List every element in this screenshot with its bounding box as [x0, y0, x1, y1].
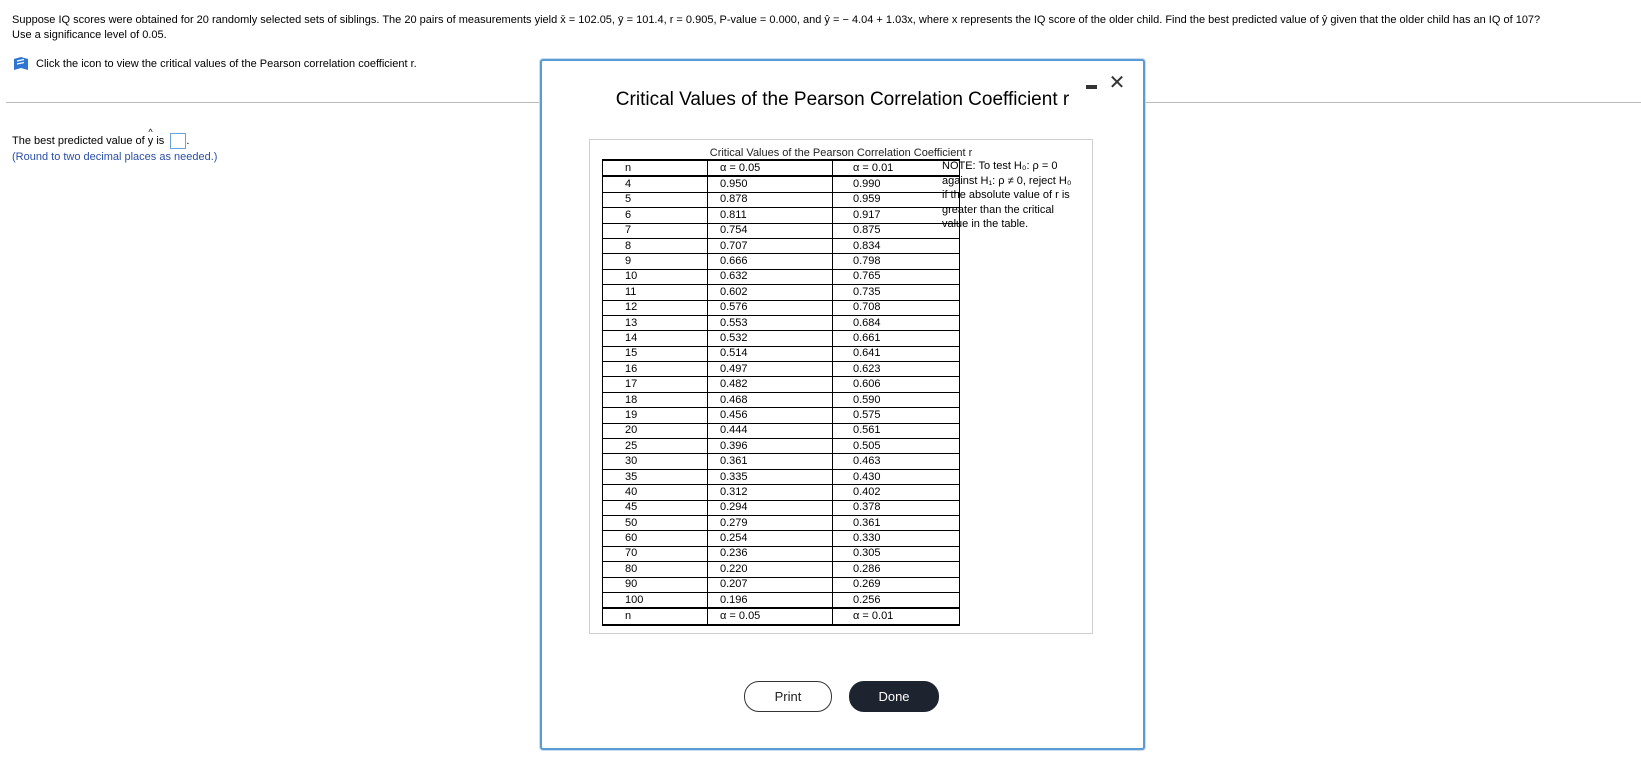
table-cell-alpha-05: 0.254	[708, 531, 833, 546]
table-cell-alpha-05: 0.196	[708, 592, 833, 608]
table-cell-alpha-05: 0.444	[708, 423, 833, 438]
table-cell-alpha-01: 0.834	[833, 238, 960, 253]
note-line: if the absolute value of r is	[942, 189, 1070, 201]
dialog-title: Critical Values of the Pearson Correlation Coefficient r	[615, 89, 1070, 110]
table-row	[603, 531, 960, 546]
table-row	[603, 454, 960, 469]
table-cell-alpha-01: 0.917	[833, 208, 960, 223]
table-cell-alpha-01: 0.286	[833, 562, 960, 577]
critical-values-dialog	[540, 59, 1145, 750]
table-cell-n: 15	[603, 346, 708, 361]
table-row	[603, 515, 960, 530]
answer-section: The best predicted value of ^ y is . (Round to two decimal places as needed.)	[12, 133, 217, 165]
table-cell-alpha-01: 0.430	[833, 469, 960, 484]
table-cell-alpha-05: 0.553	[708, 315, 833, 330]
table-cell-n: 19	[603, 408, 708, 423]
table-caption: Critical Values of the Pearson Correlation Coefficient r	[709, 147, 973, 159]
table-cell-alpha-01: 0.661	[833, 331, 960, 346]
table-row	[603, 377, 960, 392]
book-icon[interactable]	[12, 56, 30, 72]
critical-values-table-image	[589, 139, 1093, 634]
table-cell-alpha-01: 0.623	[833, 362, 960, 377]
table-row	[603, 300, 960, 315]
table-row	[603, 546, 960, 561]
question-text	[12, 13, 1637, 43]
table-cell-alpha-01: 0.463	[833, 454, 960, 469]
table-row	[603, 254, 960, 269]
table-row	[603, 392, 960, 407]
table-row	[603, 238, 960, 253]
table-cell-n: 10	[603, 269, 708, 284]
table-cell-alpha-01: 0.561	[833, 423, 960, 438]
table-cell-n: 50	[603, 515, 708, 530]
table-cell-alpha-01: 0.765	[833, 269, 960, 284]
table-cell-alpha-05: 0.602	[708, 285, 833, 300]
table-cell-alpha-05: 0.279	[708, 515, 833, 530]
table-row	[603, 315, 960, 330]
rounding-hint: (Round to two decimal places as needed.)	[12, 151, 218, 164]
table-cell-alpha-01: 0.505	[833, 439, 960, 454]
table-cell-alpha-01: 0.378	[833, 500, 960, 515]
table-cell-n: 14	[603, 331, 708, 346]
table-cell-alpha-01: 0.959	[833, 192, 960, 207]
done-button[interactable]: Done	[849, 681, 939, 712]
table-cell-alpha-01: α = 0.01	[833, 160, 960, 176]
table-cell-n: 25	[603, 439, 708, 454]
table-cell-n: 11	[603, 285, 708, 300]
table-cell-alpha-01: 0.875	[833, 223, 960, 238]
table-row	[603, 485, 960, 500]
table-cell-n: 4	[603, 176, 708, 192]
table-cell-alpha-05: 0.361	[708, 454, 833, 469]
table-row	[603, 285, 960, 300]
table-row	[603, 223, 960, 238]
table-cell-alpha-01: 0.256	[833, 592, 960, 608]
table-cell-alpha-01: 0.735	[833, 285, 960, 300]
table-cell-alpha-05: 0.294	[708, 500, 833, 515]
table-row	[603, 469, 960, 484]
table-cell-alpha-05: 0.950	[708, 176, 833, 192]
answer-input[interactable]	[170, 133, 186, 149]
table-cell-alpha-01: 0.684	[833, 315, 960, 330]
table-cell-alpha-01: 0.641	[833, 346, 960, 361]
table-cell-alpha-05: 0.707	[708, 238, 833, 253]
note-line: greater than the critical	[942, 203, 1054, 216]
table-cell-n: 45	[603, 500, 708, 515]
note-line: against H₁: ρ ≠ 0, reject H₀	[942, 174, 1072, 187]
table-cell-alpha-01: 0.330	[833, 531, 960, 546]
table-row	[603, 577, 960, 592]
table-cell-n: 35	[603, 469, 708, 484]
critical-values-link-text[interactable]: Click the icon to view the critical values of the Pearson correlation coefficient r.	[36, 58, 417, 70]
table-cell-n: 9	[603, 254, 708, 269]
table-cell-n: 16	[603, 362, 708, 377]
table-cell-n: 6	[603, 208, 708, 223]
table-cell-alpha-01: 0.361	[833, 515, 960, 530]
table-footer-row	[603, 608, 960, 624]
table-note	[942, 159, 1082, 232]
table-cell-n: 80	[603, 562, 708, 577]
table-cell-alpha-05: 0.468	[708, 392, 833, 407]
table-cell-alpha-05: 0.576	[708, 300, 833, 315]
table-cell-n: 100	[603, 592, 708, 608]
table-cell-alpha-01: 0.269	[833, 577, 960, 592]
answer-prompt-suffix: is	[156, 135, 165, 147]
table-cell-n: 70	[603, 546, 708, 561]
table-cell-n: n	[603, 608, 708, 624]
close-icon[interactable]: ✕	[1108, 72, 1126, 94]
table-cell-alpha-05: 0.482	[708, 377, 833, 392]
table-row	[603, 562, 960, 577]
table-cell-alpha-01: 0.575	[833, 408, 960, 423]
table-cell-alpha-01: α = 0.01	[833, 608, 960, 624]
table-cell-alpha-05: α = 0.05	[708, 160, 833, 176]
table-row	[603, 408, 960, 423]
table-cell-alpha-05: 0.514	[708, 346, 833, 361]
table-cell-alpha-05: 0.754	[708, 223, 833, 238]
print-button[interactable]: Print	[744, 681, 832, 712]
table-cell-n: 7	[603, 223, 708, 238]
table-cell-n: 17	[603, 377, 708, 392]
table-row	[603, 192, 960, 207]
table-cell-n: n	[603, 160, 708, 176]
table-row	[603, 592, 960, 608]
table-cell-alpha-05: 0.220	[708, 562, 833, 577]
table-cell-alpha-05: 0.811	[708, 208, 833, 223]
table-cell-n: 90	[603, 577, 708, 592]
table-row	[603, 208, 960, 223]
table-row	[603, 439, 960, 454]
table-cell-n: 8	[603, 238, 708, 253]
table-cell-alpha-05: 0.335	[708, 469, 833, 484]
table-row	[603, 423, 960, 438]
table-cell-n: 13	[603, 315, 708, 330]
table-cell-alpha-05: 0.207	[708, 577, 833, 592]
table-cell-alpha-01: 0.305	[833, 546, 960, 561]
table-cell-alpha-05: 0.632	[708, 269, 833, 284]
table-cell-alpha-05: 0.666	[708, 254, 833, 269]
table-row	[603, 176, 960, 192]
answer-prompt-var: ^ y	[148, 133, 154, 149]
table-cell-n: 20	[603, 423, 708, 438]
critical-values-link[interactable]	[12, 56, 417, 72]
table-cell-alpha-05: α = 0.05	[708, 608, 833, 624]
table-cell-n: 60	[603, 531, 708, 546]
table-cell-alpha-05: 0.456	[708, 408, 833, 423]
table-cell-alpha-05: 0.312	[708, 485, 833, 500]
table-cell-alpha-01: 0.798	[833, 254, 960, 269]
table-cell-alpha-05: 0.532	[708, 331, 833, 346]
table-row	[603, 362, 960, 377]
table-cell-alpha-05: 0.396	[708, 439, 833, 454]
table-row	[603, 346, 960, 361]
table-cell-alpha-05: 0.878	[708, 192, 833, 207]
table-header-row	[603, 160, 960, 176]
note-line: value in the table.	[942, 218, 1029, 230]
table-cell-alpha-05: 0.497	[708, 362, 833, 377]
table-cell-alpha-01: 0.708	[833, 300, 960, 315]
table-cell-alpha-01: 0.606	[833, 377, 960, 392]
question-line-1: Suppose IQ scores were obtained for 20 randomly selected sets of siblings. The 20 pairs of measurements yield x̄ = 102.05, ȳ = 101.4, r = 0.905, P-value = 0.000, and ŷ = − 4.04 + 1.03x, where x represents the IQ score of the older child. Find the best predicted value of ŷ given that the older child has an IQ of 107?	[12, 14, 1541, 26]
table-cell-alpha-01: 0.590	[833, 392, 960, 407]
table-cell-n: 18	[603, 392, 708, 407]
table-row	[603, 269, 960, 284]
answer-prompt-prefix: The best predicted value of	[12, 135, 145, 147]
table-cell-n: 30	[603, 454, 708, 469]
table-cell-alpha-01: 0.990	[833, 176, 960, 192]
table-row	[603, 331, 960, 346]
table-cell-n: 40	[603, 485, 708, 500]
table-row	[603, 500, 960, 515]
critical-values-table	[602, 159, 960, 626]
table-cell-n: 5	[603, 192, 708, 207]
table-cell-alpha-05: 0.236	[708, 546, 833, 561]
table-cell-n: 12	[603, 300, 708, 315]
table-cell-alpha-01: 0.402	[833, 485, 960, 500]
question-line-2: Use a significance level of 0.05.	[12, 29, 167, 41]
note-line: NOTE: To test H₀: ρ = 0	[942, 160, 1058, 172]
